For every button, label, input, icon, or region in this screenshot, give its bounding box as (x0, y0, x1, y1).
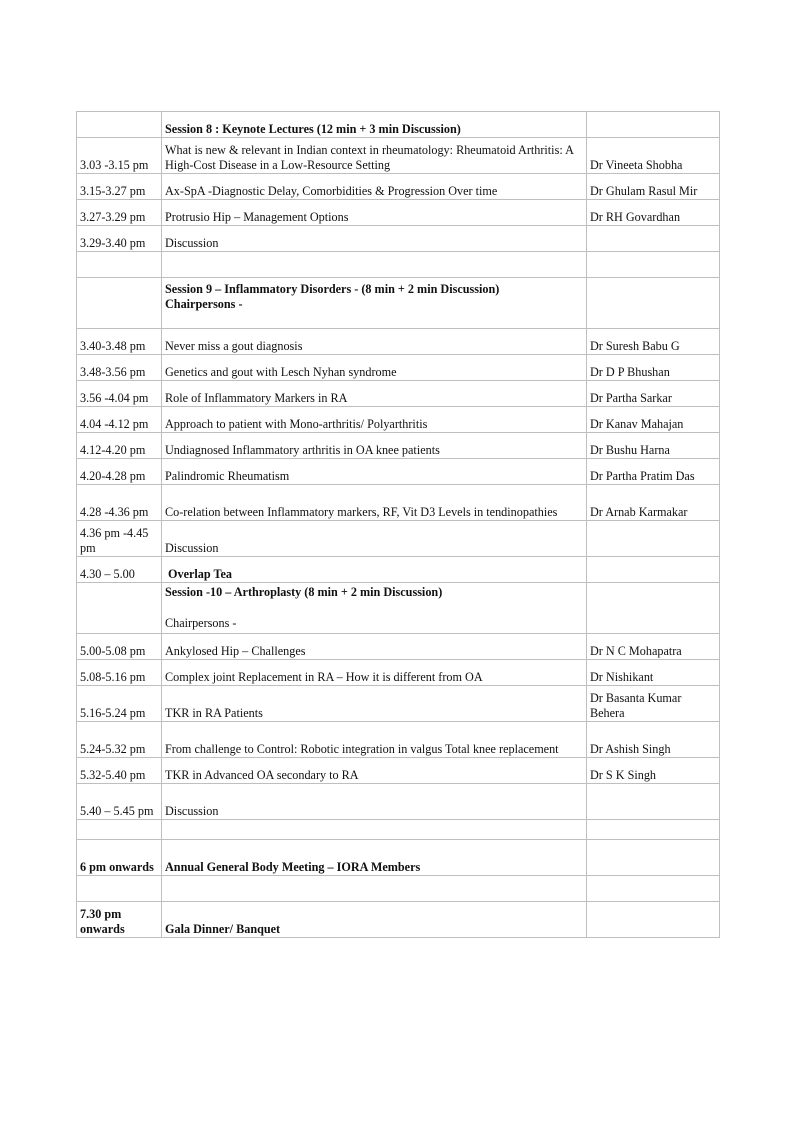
table-row (77, 200, 720, 226)
speaker-cell: Dr Vineeta Shobha (587, 138, 720, 174)
agm-row (77, 840, 720, 876)
table-row (77, 381, 720, 407)
table-row (77, 459, 720, 485)
speaker-cell: Dr Partha Pratim Das (587, 459, 720, 485)
table-row (77, 226, 720, 252)
topic-cell (162, 252, 587, 278)
speaker-cell (587, 840, 720, 876)
time-cell: 3.29-3.40 pm (77, 226, 162, 252)
time-cell: 4.30 – 5.00 (77, 557, 162, 583)
table-row (77, 722, 720, 758)
topic-cell (162, 876, 587, 902)
gala-dinner-row (77, 902, 720, 938)
time-cell: 3.27-3.29 pm (77, 200, 162, 226)
speaker-cell: Dr Ashish Singh (587, 722, 720, 758)
topic-cell: Never miss a gout diagnosis (162, 329, 587, 355)
speaker-cell: Dr Bushu Harna (587, 433, 720, 459)
speaker-cell (587, 820, 720, 840)
topic-cell: Genetics and gout with Lesch Nyhan syndrome (162, 355, 587, 381)
time-cell: 5.32-5.40 pm (77, 758, 162, 784)
time-cell: 6 pm onwards (77, 840, 162, 876)
speaker-cell (587, 278, 720, 329)
speaker-cell: Dr Partha Sarkar (587, 381, 720, 407)
time-cell (77, 252, 162, 278)
speaker-cell (587, 784, 720, 820)
speaker-cell: Dr Nishikant (587, 660, 720, 686)
time-cell: 4.20-4.28 pm (77, 459, 162, 485)
topic-cell: Co-relation between Inflammatory markers, RF, Vit D3 Levels in tendinopathies (162, 485, 587, 521)
time-cell: 3.40-3.48 pm (77, 329, 162, 355)
speaker-cell: Dr Kanav Mahajan (587, 407, 720, 433)
time-cell: 7.30 pm onwards (77, 902, 162, 938)
session-title: Session 9 – Inflammatory Disorders - (8 min + 2 min Discussion) (165, 282, 500, 296)
time-cell: 4.36 pm -4.45 pm (77, 521, 162, 557)
time-cell (77, 583, 162, 634)
session-9-header-row (77, 278, 720, 329)
time-cell (77, 278, 162, 329)
time-cell: 3.48-3.56 pm (77, 355, 162, 381)
topic-cell: Approach to patient with Mono-arthritis/ Polyarthritis (162, 407, 587, 433)
time-cell (77, 820, 162, 840)
session-10-header-row (77, 583, 720, 634)
time-cell: 3.15-3.27 pm (77, 174, 162, 200)
time-cell: 5.16-5.24 pm (77, 686, 162, 722)
topic-cell: What is new & relevant in Indian context in rheumatology: Rheumatoid Arthritis: A High-Cost Disease in a Low-Resource Setting (162, 138, 587, 174)
spacer-row (77, 820, 720, 840)
table-row (77, 138, 720, 174)
session-8-header-row (77, 112, 720, 138)
time-cell: 4.12-4.20 pm (77, 433, 162, 459)
table-row (77, 355, 720, 381)
time-cell: 5.40 – 5.45 pm (77, 784, 162, 820)
speaker-cell: Dr Basanta Kumar Behera (587, 686, 720, 722)
table-row (77, 329, 720, 355)
table-row (77, 784, 720, 820)
speaker-cell (587, 583, 720, 634)
break-title: Overlap Tea (162, 557, 587, 583)
event-title: Annual General Body Meeting – IORA Members (162, 840, 587, 876)
speaker-cell: Dr D P Bhushan (587, 355, 720, 381)
topic-cell: From challenge to Control: Robotic integration in valgus Total knee replacement (162, 722, 587, 758)
topic-cell: Ax-SpA -Diagnostic Delay, Comorbidities & Progression Over time (162, 174, 587, 200)
table-row (77, 634, 720, 660)
topic-cell: Discussion (162, 226, 587, 252)
spacer-row (77, 876, 720, 902)
table-row (77, 174, 720, 200)
topic-cell: Complex joint Replacement in RA – How it is different from OA (162, 660, 587, 686)
speaker-cell: Dr Suresh Babu G (587, 329, 720, 355)
time-cell (77, 112, 162, 138)
topic-cell: Ankylosed Hip – Challenges (162, 634, 587, 660)
topic-cell: Undiagnosed Inflammatory arthritis in OA knee patients (162, 433, 587, 459)
time-cell: 4.04 -4.12 pm (77, 407, 162, 433)
time-cell: 3.03 -3.15 pm (77, 138, 162, 174)
table-row (77, 758, 720, 784)
speaker-cell (587, 226, 720, 252)
topic-cell: TKR in RA Patients (162, 686, 587, 722)
speaker-cell (587, 902, 720, 938)
time-cell: 3.56 -4.04 pm (77, 381, 162, 407)
table-row (77, 485, 720, 521)
topic-cell: Discussion (162, 521, 587, 557)
time-cell: 5.24-5.32 pm (77, 722, 162, 758)
time-cell: 5.08-5.16 pm (77, 660, 162, 686)
chairpersons-label: Chairpersons - (165, 615, 237, 630)
session-title-cell (162, 583, 587, 634)
topic-cell: Role of Inflammatory Markers in RA (162, 381, 587, 407)
topic-cell: TKR in Advanced OA secondary to RA (162, 758, 587, 784)
schedule-table (76, 111, 720, 938)
table-row (77, 407, 720, 433)
chairpersons-label: Chairpersons - (165, 296, 243, 311)
speaker-cell: Dr N C Mohapatra (587, 634, 720, 660)
session-title: Session -10 – Arthroplasty (8 min + 2 min Discussion) (165, 585, 443, 599)
spacer-row (77, 252, 720, 278)
event-title: Gala Dinner/ Banquet (162, 902, 587, 938)
tea-break-row (77, 557, 720, 583)
topic-cell (162, 820, 587, 840)
table-row (77, 686, 720, 722)
speaker-cell: Dr Arnab Karmakar (587, 485, 720, 521)
table-row (77, 433, 720, 459)
time-cell: 5.00-5.08 pm (77, 634, 162, 660)
speaker-cell (587, 252, 720, 278)
speaker-cell (587, 112, 720, 138)
speaker-cell: Dr RH Govardhan (587, 200, 720, 226)
topic-cell: Protrusio Hip – Management Options (162, 200, 587, 226)
speaker-cell (587, 876, 720, 902)
time-cell (77, 876, 162, 902)
speaker-cell (587, 557, 720, 583)
speaker-cell (587, 521, 720, 557)
speaker-cell: Dr S K Singh (587, 758, 720, 784)
topic-cell: Discussion (162, 784, 587, 820)
topic-cell: Palindromic Rheumatism (162, 459, 587, 485)
time-cell: 4.28 -4.36 pm (77, 485, 162, 521)
table-row (77, 521, 720, 557)
table-row (77, 660, 720, 686)
session-title: Session 8 : Keynote Lectures (12 min + 3 min Discussion) (162, 112, 587, 138)
speaker-cell: Dr Ghulam Rasul Mir (587, 174, 720, 200)
session-title-cell (162, 278, 587, 329)
